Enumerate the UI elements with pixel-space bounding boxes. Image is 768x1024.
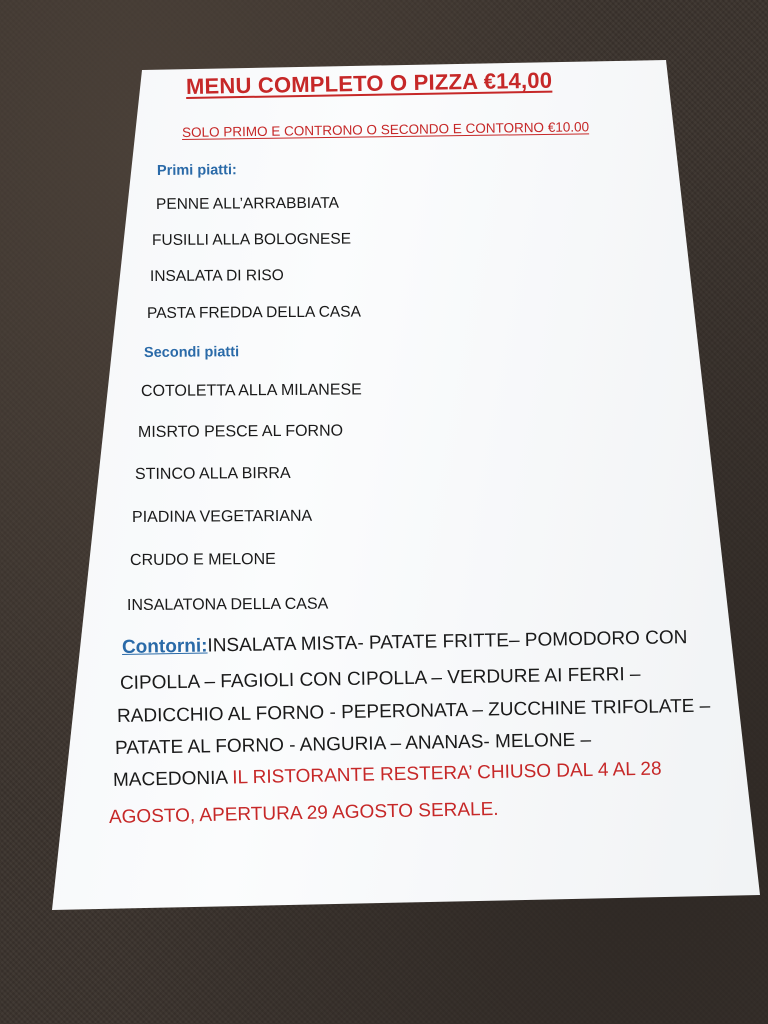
contorni-text: INSALATA MISTA- PATATE FRITTE– POMODORO CON [207, 627, 688, 657]
primi-heading: Primi piatti: [156, 162, 237, 179]
primi-item: FUSILLI ALLA BOLOGNESE [151, 230, 352, 249]
contorni-line: CIPOLLA – FAGIOLI CON CIPOLLA – VERDURE AI FERRI – [119, 663, 641, 694]
primi-item: INSALATA DI RISO [149, 267, 284, 285]
secondi-item: COTOLETTA ALLA MILANESE [140, 381, 362, 400]
secondi-item: CRUDO E MELONE [129, 550, 276, 569]
secondi-heading: Secondi piatti [143, 344, 240, 361]
contorni-line: RADICCHIO AL FORNO - PEPERONATA – ZUCCHINE TRIFOLATE – [116, 695, 711, 727]
secondi-item: INSALATONA DELLA CASA [126, 595, 329, 614]
menu-title: MENU COMPLETO O PIZZA €14,00 [185, 67, 553, 99]
closure-notice: AGOSTO, APERTURA 29 AGOSTO SERALE. [108, 798, 499, 828]
contorni-text: MACEDONIA [112, 767, 233, 791]
contorni-line: PATATE AL FORNO - ANGURIA – ANANAS- MELONE – [114, 729, 592, 759]
secondi-item: MISRTO PESCE AL FORNO [137, 422, 344, 441]
primi-item: PENNE ALL’ARRABBIATA [155, 194, 339, 213]
secondi-item: STINCO ALLA BIRRA [134, 464, 291, 483]
closure-notice: IL RISTORANTE RESTERA’ CHIUSO DAL 4 AL 28 [232, 758, 662, 789]
secondi-item: PIADINA VEGETARIANA [131, 507, 313, 526]
primi-item: PASTA FREDDA DELLA CASA [146, 303, 361, 322]
contorni-label: Contorni: [121, 635, 208, 658]
menu-subtitle: SOLO PRIMO E CONTRONO O SECONDO E CONTORNO €10.00 [181, 119, 590, 140]
